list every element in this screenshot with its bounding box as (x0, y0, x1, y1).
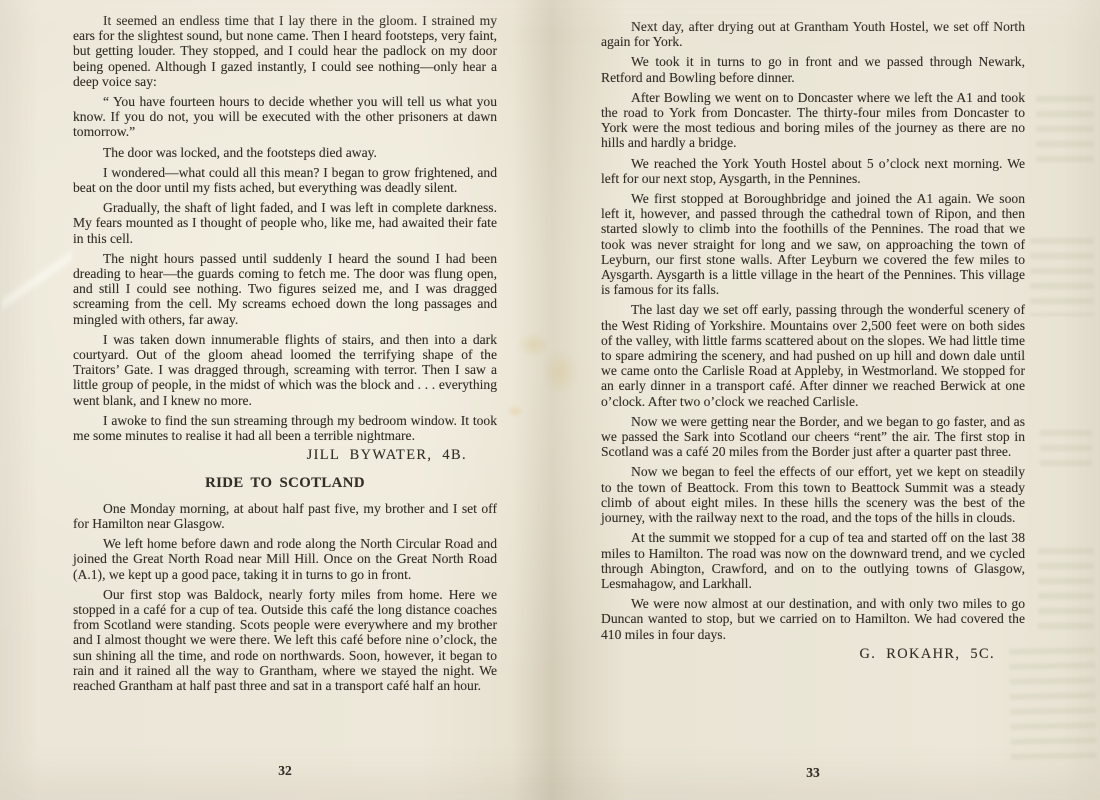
paragraph: “ You have fourteen hours to decide whether you will tell us what you know. If you do not, you will be executed with the other prisoners at dawn tomorrow.” (73, 94, 497, 140)
paragraph: The night hours passed until suddenly I heard the sound I had been dreading to hear—the guards coming to fetch me. The door was flung open, and still I could see nothing. Two figures seized me, and I was dragged screaming from the cell. My screams echoed down the long passages and mingled with others, far away. (73, 250, 497, 327)
paragraph: Now we began to feel the effects of our effort, yet we kept on steadily to the town of Beattock. From this town to Beattock Summit was a steady climb of about eight miles. In these hills the scenery was the best of the journey, with the railway next to the road, and the tops of the hills in clouds. (601, 464, 1025, 526)
ink-showthrough (1040, 430, 1092, 470)
paragraph: The last day we set off early, passing through the wonderful scenery of the West Riding of Yorkshire. Mountains over 2,500 feet were on both sides of the valley, with little farms scattered about on the slopes. We had little time to spare admiring the scenery, and had pushed on up hill and down dale until we came onto the Carlisle Road at Appleby, in Westmorland. We stopped for an early dinner in a transport café. After dinner we reached Berwick at one o’clock. After two o’clock we reached Carlisle. (601, 302, 1025, 409)
author-signature: JILL BYWATER, 4B. (306, 447, 467, 464)
author-signature: G. ROKAHR, 5C. (859, 645, 995, 662)
paragraph: One Monday morning, at about half past five, my brother and I set off for Hamilton near Glasgow. (73, 500, 497, 531)
paragraph: After Bowling we went on to Doncaster where we left the A1 and took the road to York from Doncaster. The thirty-four miles from Doncaster to York were the most tedious and boring miles of the journey as there are no hills and hardly a bridge. (601, 89, 1025, 151)
ink-showthrough (1036, 96, 1094, 162)
paragraph: Gradually, the shaft of light faded, and I was left in complete darkness. My fears mounted as I thought of people who, like me, had awaited their fate in this cell. (73, 200, 497, 246)
paragraph: We first stopped at Boroughbridge and joined the A1 again. We soon left it, however, and passed through the cathedral town of Ripon, and then started slowly to climb into the foothills of the Pennines. The road that we took was never straight for long and we saw, on approaching the town of Leyburn, our first stone walls. After Leyburn we covered the few miles to Aysgarth. Aysgarth is a little village in the heart of the Pennines. This village is famous for its falls. (601, 191, 1025, 298)
paragraph: Next day, after drying out at Grantham Youth Hostel, we set off North again for York. (601, 19, 1025, 50)
paragraph: We reached the York Youth Hostel about 5 o’clock next morning. We left for our next stop, Aysgarth, in the Pennines. (601, 155, 1025, 186)
paper-scratch (2, 225, 72, 335)
paragraph: We were now almost at our destination, and with only two miles to go Duncan wanted to stop, but we carried on to Hamilton. We had covered the 410 miles in four days. (601, 596, 1025, 642)
paper-stain (506, 404, 524, 418)
right-page (601, 19, 1025, 668)
paragraph: Our first stop was Baldock, nearly forty miles from home. Here we stopped in a café for a cup of tea. Outside this café the long distance coaches from Scotland were standing. Scots people were everywhere and my brother and I almost thought we were there. We left this café before nine o’clock, the sun shining all the time, and rode on northwards. Soon, however, it began to rain and it rained all the way to Grantham, where we stayed the night. We reached Grantham at half past three and sat in a transport café half an hour. (73, 586, 497, 693)
paragraph: We left home before dawn and rode along the North Circular Road and joined the Great North Road near Mill Hill. Once on the Great North Road (A.1), we kept up a good pace, taking it in turns to go in front. (73, 536, 497, 582)
paragraph: I awoke to find the sun streaming through my bedroom window. It took me some minutes to realise it had all been a terrible nightmare. (73, 412, 497, 444)
paper-stain (516, 332, 550, 358)
ink-showthrough (1038, 548, 1094, 634)
page-number: 33 (806, 765, 820, 780)
story-title: RIDE TO SCOTLAND (205, 475, 365, 492)
paragraph: It seemed an endless time that I lay there in the gloom. I strained my ears for the slightest sound, but none came. Then I heard footsteps, very faint, but getting louder. They stopped, and I could hear the padlock on my door being opened. Although I gazed instantly, I could see nothing—only hear a deep voice say: (73, 13, 497, 89)
paper-stain (540, 348, 580, 396)
paragraph: The door was locked, and the footsteps died away. (103, 144, 377, 160)
paragraph: We took it in turns to go in front and we passed through Newark, Retford and Bowling before dinner. (601, 54, 1025, 85)
paragraph: Now we were getting near the Border, and we began to go faster, and as we passed the Sark into Scotland our cheers “rent” the air. The first stop in Scotland was a café 20 miles from the Border just after a quarter past three. (601, 413, 1025, 460)
ink-showthrough (1030, 238, 1094, 316)
paragraph: I was taken down innumerable flights of stairs, and then into a dark courtyard. Out of the gloom ahead loomed the terrifying shape of the Traitors’ Gate. I was dragged through, screaming with terror. Then I saw a little group of people, in the midst of which was the block and . . . everything went blank, and I knew no more. (73, 331, 497, 408)
page-number: 32 (278, 763, 292, 778)
paragraph: I wondered—what could all this mean? I began to grow frightened, and beat on the door until my fists ached, but everything was deadly silent. (73, 164, 497, 196)
paragraph: At the summit we stopped for a cup of tea and started off on the last 38 miles to Hamilton. The road was now on the downward trend, and we cycled through Abington, Crawford, and on to the outlying towns of Glasgow, Lesmahagow, and Larkhall. (601, 530, 1025, 591)
left-page (73, 13, 497, 698)
